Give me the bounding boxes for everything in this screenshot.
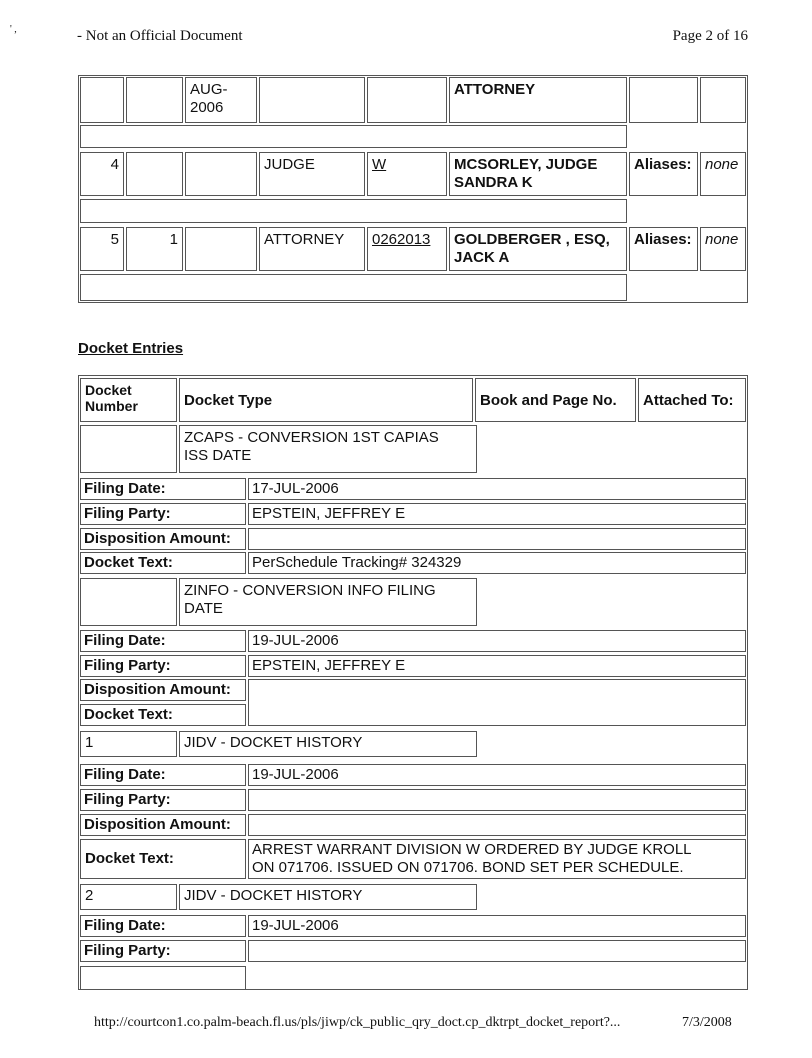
party-name-line2: SANDRA K [454, 174, 533, 191]
party-sub-number: 1 [126, 227, 183, 271]
col-header-attached-to: Attached To: [638, 378, 746, 422]
docket-type-line1: ZCAPS - CONVERSION 1ST CAPIAS [184, 429, 439, 446]
party-date-line1: AUG- [190, 81, 228, 98]
filing-party-label: Filing Party: [80, 940, 246, 962]
docket-text-label: Docket Text: [80, 704, 246, 726]
filing-date-label: Filing Date: [80, 630, 246, 652]
docket-type-line1: JIDV - DOCKET HISTORY [179, 731, 477, 757]
party-role: ATTORNEY [259, 227, 365, 271]
docket-text-value: PerSchedule Tracking# 324329 [248, 552, 746, 574]
disposition-label: Disposition Amount: [80, 528, 246, 550]
print-date: 7/3/2008 [682, 1015, 732, 1030]
filing-date-value: 17-JUL-2006 [248, 478, 746, 500]
filing-date-label: Filing Date: [80, 478, 246, 500]
docket-number [80, 578, 177, 626]
docket-number: 1 [80, 731, 177, 757]
filing-date-label: Filing Date: [80, 764, 246, 786]
filing-party-label: Filing Party: [80, 655, 246, 677]
party-date-line2: 2006 [190, 99, 224, 116]
document-notice: - Not an Official Document [77, 28, 243, 44]
filing-party-value [248, 940, 746, 962]
page-indicator: Page 2 of 16 [672, 28, 748, 44]
col-header-book-page: Book and Page No. [475, 378, 636, 422]
disposition-label: Disposition Amount: [80, 814, 246, 836]
disposition-label: Disposition Amount: [80, 679, 246, 701]
docket-text-line2: ON 071706. ISSUED ON 071706. BOND SET PER SCHEDULE. [252, 859, 684, 876]
filing-date-value: 19-JUL-2006 [248, 630, 746, 652]
party-type: ATTORNEY [449, 77, 627, 123]
docket-type-line2: DATE [184, 600, 223, 617]
aliases-value: none [700, 152, 746, 196]
col-header-docket-type: Docket Type [179, 378, 473, 422]
filing-date-label: Filing Date: [80, 915, 246, 937]
aliases-label: Aliases: [629, 152, 698, 196]
docket-text-line1: ARREST WARRANT DIVISION W ORDERED BY JUDGE KROLL [252, 841, 692, 858]
filing-party-value: EPSTEIN, JEFFREY E [248, 655, 746, 677]
docket-entries-title: Docket Entries [78, 340, 184, 357]
party-code-link[interactable]: W [372, 156, 387, 173]
docket-text-value [248, 679, 746, 726]
party-number: 5 [80, 227, 124, 271]
party-name-line1: MCSORLEY, JUDGE [454, 156, 598, 173]
filing-date-value: 19-JUL-2006 [248, 764, 746, 786]
docket-text-label: Docket Text: [80, 552, 246, 574]
docket-type-line1: JIDV - DOCKET HISTORY [179, 884, 477, 910]
party-name-line2: JACK A [454, 249, 510, 266]
source-url: http://courtcon1.co.palm-beach.fl.us/pls/jiwp/ck_public_qry_doct.cp_dktrpt_docket_report?... [94, 1015, 621, 1030]
filing-date-value: 19-JUL-2006 [248, 915, 746, 937]
docket-number [80, 425, 177, 473]
scan-marks: ' , [10, 24, 17, 35]
party-code-link[interactable]: 0262013 [372, 231, 431, 248]
col-header-docket-number: Docket Number [80, 378, 177, 422]
filing-party-value [248, 789, 746, 811]
docket-type-line2: ISS DATE [184, 447, 252, 464]
filing-party-label: Filing Party: [80, 789, 246, 811]
docket-text-label: Docket Text: [80, 839, 246, 879]
disposition-value [248, 814, 746, 836]
party-name-line1: GOLDBERGER , ESQ, [454, 231, 610, 248]
disposition-value [248, 528, 746, 550]
aliases-label: Aliases: [629, 227, 698, 271]
filing-party-value: EPSTEIN, JEFFREY E [248, 503, 746, 525]
filing-party-label: Filing Party: [80, 503, 246, 525]
party-role: JUDGE [259, 152, 365, 196]
docket-type-line1: ZINFO - CONVERSION INFO FILING [184, 582, 436, 599]
party-number: 4 [80, 152, 124, 196]
docket-number: 2 [80, 884, 177, 910]
aliases-value: none [700, 227, 746, 271]
